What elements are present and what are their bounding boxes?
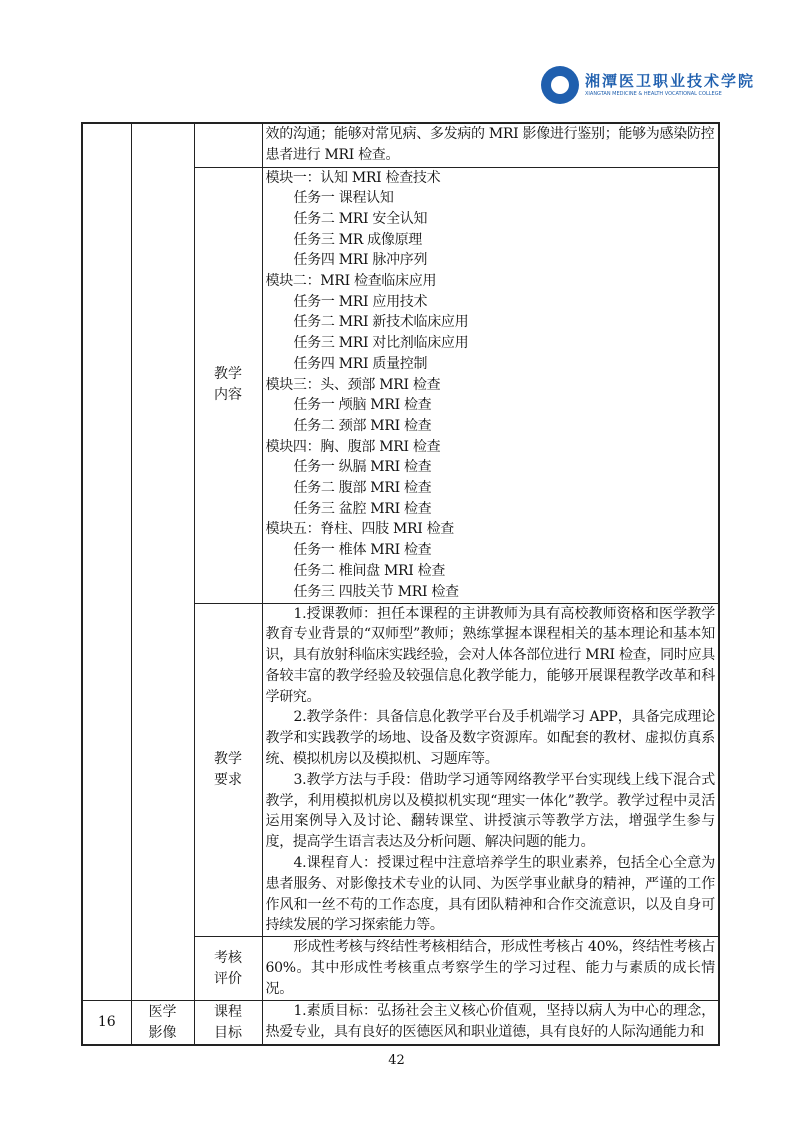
- task-item: 任务一 课程认知: [293, 190, 394, 207]
- college-seal-icon: [541, 66, 579, 104]
- logo-cn: 湘潭医卫职业技术学院: [585, 72, 756, 90]
- task-item: 任务一 MRI 应用技术: [293, 293, 428, 310]
- page-number: 42: [388, 1052, 405, 1068]
- task-item: 任务三 MRI 对比剂临床应用: [293, 335, 469, 352]
- cell-no: [82, 123, 131, 1001]
- task-item: 任务一 纵膈 MRI 检查: [293, 459, 432, 476]
- req-para: 4.课程育人：授课过程中注意培养学生的职业素养，包括全心全意为患者服务、对影像技术专业的认同、为医学事业献身的精神，严谨的工作作风和一丝不苟的工作态度，具有团队精神和合作交流意识，以及自身可持续发展的学习探索能力等。: [265, 855, 715, 934]
- task-item: 任务三 MR 成像原理: [293, 231, 422, 248]
- module-heading: 模块五：脊柱、四肢 MRI 检查: [265, 521, 455, 538]
- content-label: 教学内容: [194, 167, 262, 603]
- cell-label: [194, 123, 262, 167]
- module-heading: 模块一：认知 MRI 检查技术: [265, 169, 441, 186]
- college-logo: [541, 66, 755, 104]
- task-item: 任务三 盆腔 MRI 检查: [293, 500, 432, 517]
- logo-en: XIANGTAN MEDICINE & HEALTH VOCATIONAL COLLEGE: [585, 91, 722, 97]
- task-item: 任务四 MRI 脉冲序列: [293, 252, 428, 269]
- task-item: 任务二 椎间盘 MRI 检查: [293, 562, 446, 579]
- module-heading: 模块二：MRI 检查临床应用: [265, 273, 437, 290]
- module-heading: 模块三：头、颈部 MRI 检查: [265, 376, 441, 393]
- course-name: 医学影像: [131, 1001, 194, 1045]
- task-item: 任务二 颈部 MRI 检查: [293, 417, 432, 434]
- module-heading: 模块四：胸、腹部 MRI 检查: [265, 438, 441, 455]
- requirements-text: [262, 603, 719, 937]
- task-item: 任务一 椎体 MRI 检查: [293, 542, 432, 559]
- requirements-label: 教学要求: [194, 603, 262, 937]
- cell-course: [131, 123, 194, 1001]
- task-item: 任务三 四肢关节 MRI 检查: [293, 583, 459, 600]
- table-row: [82, 123, 719, 167]
- task-item: 任务四 MRI 质量控制: [293, 355, 428, 372]
- goal-label: 课程目标: [194, 1001, 262, 1045]
- assessment-text: 形成性考核与终结性考核相结合，形成性考核占 40%，终结性考核占 60%。其中形成性考核重点考察学生的学习过程、能力与素质的成长情况。: [262, 937, 719, 1001]
- assessment-label: 考核评价: [194, 937, 262, 1001]
- course-table: [81, 122, 720, 1046]
- task-item: 任务一 颅脑 MRI 检查: [293, 397, 432, 414]
- req-para: 1.授课教师：担任本课程的主讲教师为具有高校教师资格和医学教学教育专业背景的“双师型”教师；熟练掌握本课程相关的基本理论和基本知识，具有放射科临床实践经验，会对人体各部位进行 MRI 检查，同时应具备较丰富的教学经验及较强信息化教学能力，能够开展课程教学改革和科学研究。: [265, 605, 715, 705]
- prev-goal-text: 效的沟通；能够对常见病、多发病的 MRI 影像进行鉴别；能够为感染防控患者进行 MRI 检查。: [262, 123, 719, 167]
- task-item: 任务二 MRI 新技术临床应用: [293, 314, 469, 331]
- req-para: 3.教学方法与手段：借助学习通等网络教学平台实现线上线下混合式教学，利用模拟机房以及模拟机实现“理实一体化”教学。教学过程中灵活运用案例导入及讨论、翻转课堂、讲授演示等教学方法，增强学生参与度，提高学生语言表达及分析问题、解决问题的能力。: [265, 771, 715, 851]
- task-item: 任务二 腹部 MRI 检查: [293, 480, 432, 497]
- goal-text: 1.素质目标：弘扬社会主义核心价值观，坚持以病人为中心的理念，热爱专业，具有良好的医德医风和职业道德，具有良好的人际沟通能力和: [262, 1001, 719, 1045]
- row-number: 16: [82, 1001, 131, 1045]
- task-item: 任务二 MRI 安全认知: [293, 210, 428, 227]
- table-row: [82, 1001, 719, 1045]
- req-para: 2.教学条件：具备信息化教学平台及手机端学习 APP，具备完成理论教学和实践教学的场地、设备及数字资源库。如配套的教材、虚拟仿真系统、模拟机房以及模拟机、习题库等。: [265, 709, 715, 768]
- content-list: [262, 167, 719, 603]
